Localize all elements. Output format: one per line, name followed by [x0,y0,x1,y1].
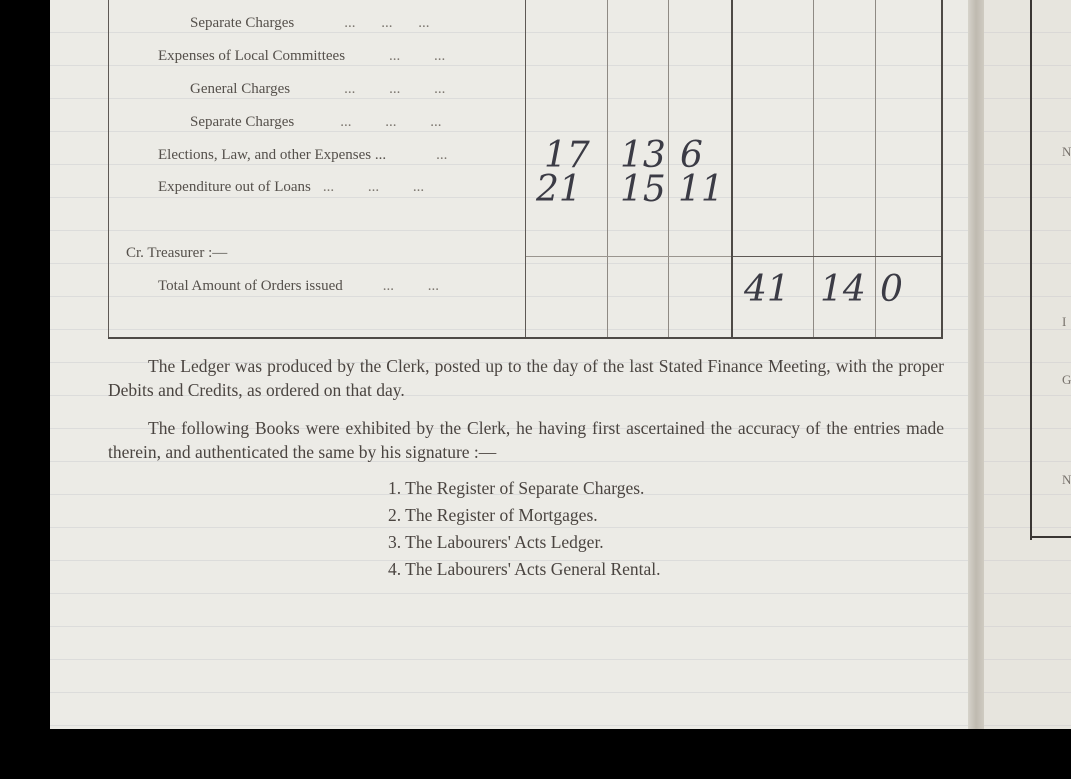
row-separate-charges-2: Separate Charges ... ... ... [190,114,442,130]
row-separate-charges-1: Separate Charges ... ... ... [190,15,430,31]
subtotal-rule [526,256,731,257]
row-total-orders: Total Amount of Orders issued ... ... [158,278,440,294]
loans-pounds: 21 [536,169,582,210]
col2-pence-divider [875,0,876,338]
table-label-divider [525,0,526,338]
row-expenses-local-committees: Expenses of Local Committees ... ... [158,48,446,64]
col1-pence-divider [668,0,669,338]
book-item: 4. The Labourers' Acts General Rental. [388,559,661,579]
facing-letter: N [1062,144,1071,159]
col-group-divider [731,0,733,338]
books-paragraph: The following Books were exhibited by the Clerk, he having first ascertained the accuracy of the entries made therein, and authenticated the same by his signature :— [108,418,944,462]
table-left-border [108,0,109,338]
book-item: 1. The Register of Separate Charges. [388,478,645,498]
total-rule [733,256,941,257]
facing-letter: N [1062,472,1071,487]
table-right-border [941,0,943,338]
row-elections-law: Elections, Law, and other Expenses ... ... [158,147,448,163]
facing-page [984,0,1071,729]
elections-pounds: 17 [544,135,590,176]
facing-table-border [1030,0,1032,540]
total-pounds: 41 [744,269,790,310]
row-general-charges: General Charges ... ... ... [190,81,446,97]
row-cr-treasurer: Cr. Treasurer :— [126,245,228,261]
book-item: 2. The Register of Mortgages. [388,505,598,525]
loans-pence: 11 [678,169,724,210]
table-bottom-border [108,337,943,339]
facing-letter: I [1062,314,1067,329]
ledger-page [50,0,972,729]
ledger-paragraph: The Ledger was produced by the Clerk, posted up to the day of the last Stated Finance Meeting, with the proper Debits and Credits, as ordered on that day. [108,356,944,400]
elections-shillings: 13 [620,135,666,176]
total-pence: 0 [880,269,903,310]
total-shillings: 14 [820,269,866,310]
loans-shillings: 15 [620,169,666,210]
col1-shillings-divider [607,0,608,338]
facing-table-bottom [1030,536,1071,538]
facing-letter: G [1062,372,1071,387]
col2-shillings-divider [813,0,814,338]
elections-pence: 6 [680,135,703,176]
book-item: 3. The Labourers' Acts Ledger. [388,532,604,552]
books-list [388,475,661,583]
row-expenditure-loans: Expenditure out of Loans ... ... ... [158,179,425,195]
